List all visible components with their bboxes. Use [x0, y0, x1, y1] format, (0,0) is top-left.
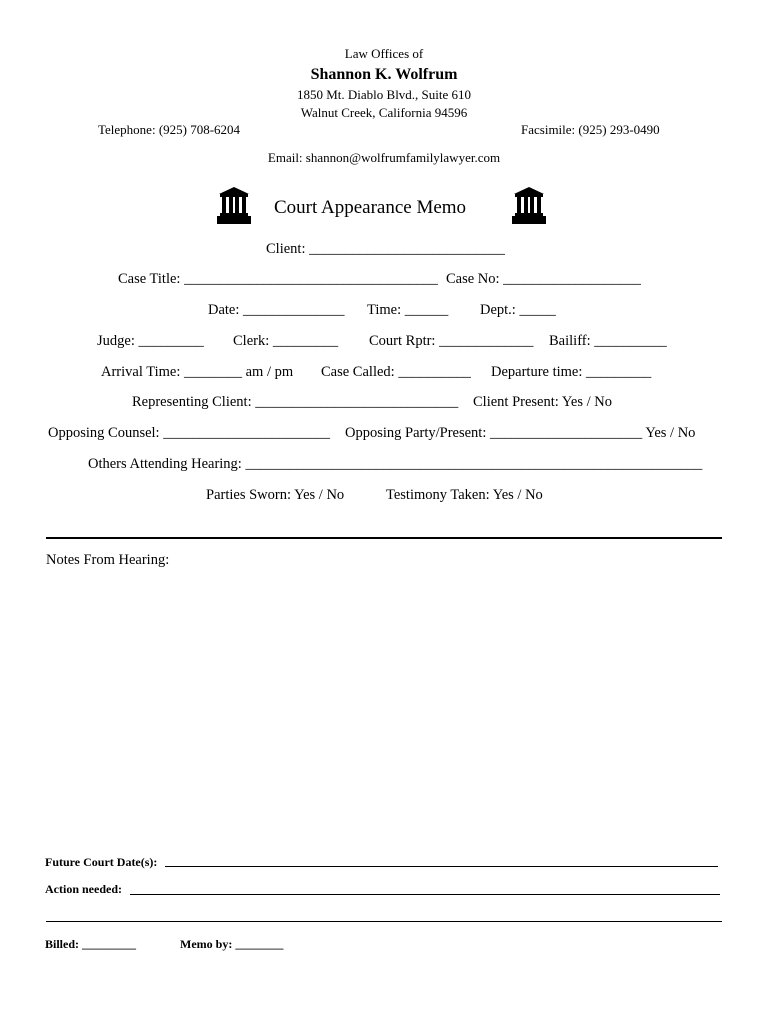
opposing-counsel-field[interactable]: Opposing Counsel: _______________________ — [48, 425, 330, 441]
case-called-field[interactable]: Case Called: __________ — [321, 364, 471, 380]
courthouse-icon — [512, 186, 546, 224]
clerk-field[interactable]: Clerk: _________ — [233, 333, 339, 349]
action-needed-line[interactable] — [130, 894, 720, 895]
departure-time-field[interactable]: Departure time: _________ — [491, 364, 652, 380]
future-court-dates-label: Future Court Date(s): — [45, 855, 158, 869]
case-title-field[interactable]: Case Title: ___________________________________ — [118, 271, 438, 287]
action-needed-label: Action needed: — [45, 882, 122, 896]
future-court-dates-line[interactable] — [165, 866, 718, 867]
client-present-field[interactable]: Client Present: Yes / No — [473, 394, 612, 410]
opposing-party-field[interactable]: Opposing Party/Present: _____________________ Yes / No — [345, 425, 696, 441]
notes-area[interactable] — [46, 575, 722, 840]
telephone: Telephone: (925) 708-6204 — [98, 122, 241, 137]
notes-label: Notes From Hearing: — [46, 552, 170, 568]
extra-line[interactable] — [46, 921, 722, 922]
memo-by-field[interactable]: Memo by: ________ — [180, 937, 284, 951]
others-attending-field[interactable]: Others Attending Hearing: _______________________________________________________________ — [88, 456, 703, 472]
court-rptr-field[interactable]: Court Rptr: _____________ — [369, 333, 534, 349]
memo-title: Court Appearance Memo — [274, 197, 467, 218]
dept-field[interactable]: Dept.: _____ — [480, 302, 556, 318]
representing-client-field[interactable]: Representing Client: ____________________________ — [132, 394, 459, 410]
case-no-field[interactable]: Case No: ___________________ — [446, 271, 641, 287]
time-field[interactable]: Time: ______ — [367, 302, 449, 318]
client-field[interactable]: Client: ___________________________ — [266, 241, 505, 257]
date-field[interactable]: Date: ______________ — [208, 302, 345, 318]
address-line-1: 1850 Mt. Diablo Blvd., Suite 610 — [296, 87, 472, 102]
bailiff-field[interactable]: Bailiff: __________ — [549, 333, 667, 349]
address-line-2: Walnut Creek, California 94596 — [300, 105, 468, 120]
law-offices-label: Law Offices of — [344, 46, 424, 61]
facsimile: Facsimile: (925) 293-0490 — [521, 122, 660, 137]
arrival-time-field[interactable]: Arrival Time: ________ am / pm — [101, 364, 294, 380]
attorney-name: Shannon K. Wolfrum — [310, 66, 458, 83]
billed-field[interactable]: Billed: _________ — [45, 937, 137, 951]
testimony-taken-field[interactable]: Testimony Taken: Yes / No — [386, 487, 543, 503]
courthouse-icon — [217, 186, 251, 224]
section-divider — [46, 537, 722, 539]
judge-field[interactable]: Judge: _________ — [97, 333, 204, 349]
parties-sworn-field[interactable]: Parties Sworn: Yes / No — [206, 487, 345, 503]
email: Email: shannon@wolfrumfamilylawyer.com — [267, 150, 501, 165]
